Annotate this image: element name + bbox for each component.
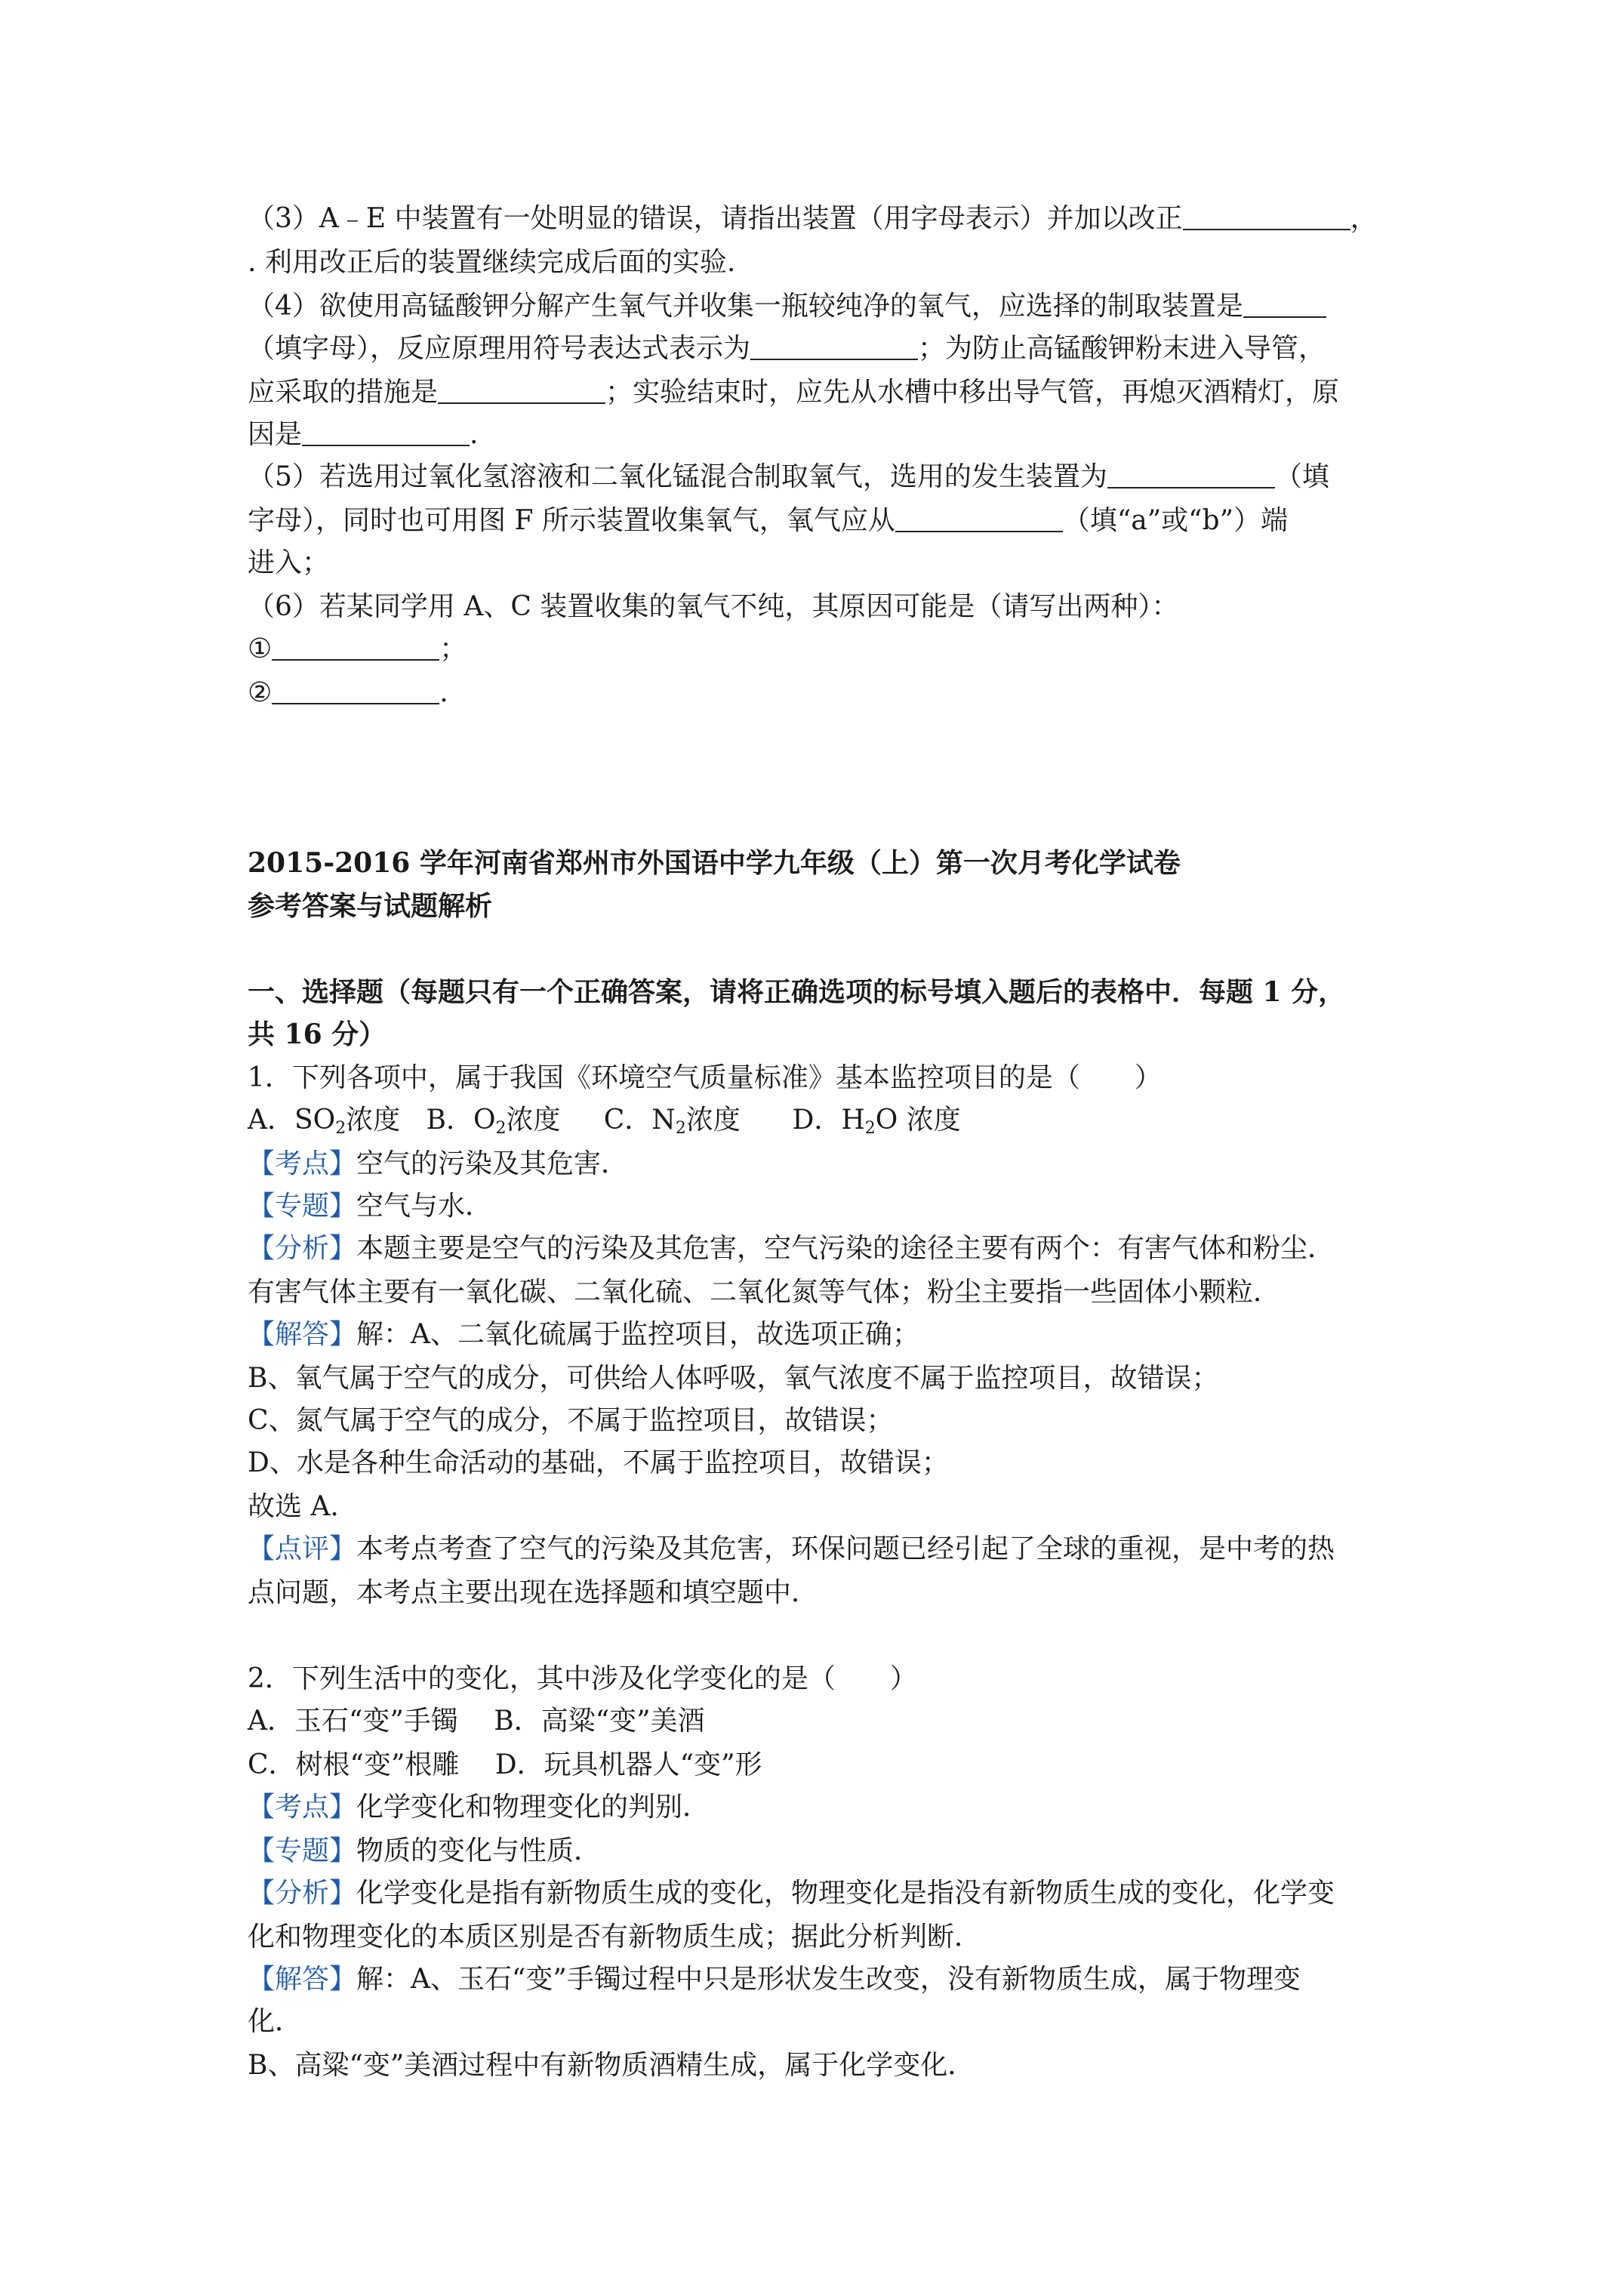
- q1-jieda-3: C、氮气属于空气的成分，不属于监控项目，故错误；: [248, 1405, 894, 1436]
- q2-fenxi: [248, 1880, 1335, 1907]
- option-d: D．H: [792, 1105, 865, 1136]
- q5-text-2: （填: [1274, 461, 1329, 492]
- q6-end-2: .: [439, 677, 448, 708]
- option-c: C．N: [603, 1105, 676, 1136]
- tag-zhuanti: 【专题】: [248, 1835, 357, 1866]
- q4-line-3: [248, 379, 1339, 406]
- tag-fenxi: 【分析】: [248, 1233, 357, 1264]
- q4-text-5: ；实验结束时，应先从水槽中移出导气管，再熄灭酒精灯，原: [605, 377, 1340, 408]
- answer-blank[interactable]: [1183, 206, 1350, 230]
- tag-jieda: 【解答】: [248, 1964, 357, 1995]
- q1-dianping-2: 点问题，本考点主要出现在选择题和填空题中．: [248, 1577, 819, 1608]
- q4-text: （4）欲使用高锰酸钾分解产生氧气并收集一瓶较纯净的氧气，应选择的制取装置是: [248, 291, 1243, 322]
- q1-jieda-2: B、氧气属于空气的成分，可供给人体呼吸，氧气浓度不属于监控项目，故错误；: [248, 1363, 1219, 1394]
- q1-kaodian: [248, 1148, 629, 1179]
- document-subtitle: 参考答案与试题解析: [248, 890, 493, 922]
- q2-jieda: [248, 1966, 1301, 1993]
- option-d-suffix: O 浓度: [875, 1105, 961, 1136]
- zhuanti-text: 物质的变化与性质．: [356, 1835, 602, 1866]
- q6-line-2: [248, 633, 467, 664]
- answer-blank[interactable]: [438, 380, 605, 404]
- q5-text-5: 进入；: [248, 547, 330, 578]
- answer-blank[interactable]: [1243, 294, 1326, 318]
- section-heading-2: 共 16 分）: [248, 1019, 387, 1050]
- tag-zhuanti: 【专题】: [248, 1191, 357, 1222]
- q4-text-3: ；为防止高锰酸钾粉末进入导管，: [918, 333, 1326, 364]
- q2-jieda-2: 化．: [248, 2006, 303, 2037]
- answer-blank[interactable]: [272, 636, 439, 661]
- q5-line-3: [248, 547, 330, 578]
- option-c-suffix: 浓度: [685, 1105, 741, 1136]
- answer-blank[interactable]: [750, 336, 918, 360]
- q5-text-3: 字母），同时也可用图 F 所示装置收集氧气，氧气应从: [248, 505, 895, 536]
- tag-dianping: 【点评】: [248, 1533, 357, 1564]
- subscript: 2: [335, 1119, 346, 1138]
- tag-kaodian: 【考点】: [248, 1148, 357, 1179]
- q1-jieda-4: D、水是各种生命活动的基础，不属于监控项目，故错误；: [248, 1447, 949, 1478]
- tag-fenxi: 【分析】: [248, 1878, 357, 1909]
- answer-blank[interactable]: [272, 680, 439, 704]
- q6-end-1: ；: [439, 633, 467, 664]
- kaodian-text: 空气的污染及其危害．: [356, 1148, 629, 1179]
- tag-kaodian: 【考点】: [248, 1792, 357, 1823]
- q4-text-4: 应采取的措施是: [248, 377, 439, 408]
- q2-jieda-3: B、高粱“变”美酒过程中有新物质酒精生成，属于化学变化．: [248, 2050, 975, 2081]
- fenxi-text: 化学变化是指有新物质生成的变化，物理变化是指没有新物质生成的变化，化学变: [356, 1878, 1335, 1909]
- q5-line-2: [248, 507, 1288, 535]
- q1-options: [248, 1105, 961, 1138]
- q4-line-4: [248, 421, 478, 448]
- q6-line-3: [248, 677, 448, 708]
- jieda-text: 解：A、二氧化硫属于监控项目，故选项正确；: [356, 1319, 920, 1350]
- q6-text: （6）若某同学用 A、C 装置收集的氧气不纯，其原因可能是（请写出两种）：: [248, 591, 1179, 622]
- q6-number-1: ①: [248, 633, 273, 664]
- q3-comma: ，: [1350, 203, 1378, 234]
- q2-stem: 2．下列生活中的变化，其中涉及化学变化的是（ ）: [248, 1663, 917, 1694]
- subscript: 2: [864, 1119, 876, 1138]
- q3-text: （3）A﹣E 中装置有一处明显的错误，请指出装置（用字母表示）并加以改正: [248, 203, 1183, 234]
- dianping-text: 本考点考查了空气的污染及其危害，环保问题已经引起了全球的重视，是中考的热: [356, 1533, 1335, 1564]
- q2-options-ab: A．玉石“变”手镯 B．高粱“变”美酒: [248, 1706, 705, 1737]
- q2-zhuanti: [248, 1835, 602, 1866]
- answer-blank[interactable]: [1107, 464, 1275, 488]
- q4-text-2: （填字母），反应原理用符号表达式表示为: [248, 333, 751, 364]
- q1-fenxi: [248, 1235, 1335, 1262]
- q6-number-2: ②: [248, 677, 273, 708]
- answer-blank[interactable]: [895, 508, 1063, 532]
- q4-text-6: 因是: [248, 419, 303, 450]
- q3-text-2: . 利用改正后的装置继续完成后面的实验.: [248, 247, 736, 278]
- fenxi-text: 本题主要是空气的污染及其危害，空气污染的途径主要有两个：有害气体和粉尘．: [356, 1233, 1335, 1264]
- q1-stem: 1．下列各项中，属于我国《环境空气质量标准》基本监控项目的是（ ）: [248, 1062, 1162, 1093]
- option-a: A．SO: [248, 1105, 336, 1136]
- q1-fenxi-2: 有害气体主要有一氧化碳、二氧化硫、二氧化氮等气体；粉尘主要指一些固体小颗粒．: [248, 1277, 1281, 1308]
- q6-line-1: [248, 593, 1178, 621]
- q1-jieda: [248, 1321, 919, 1348]
- q4-line-2: [248, 335, 1326, 362]
- section-heading: 一、选择题（每题只有一个正确答案，请将正确选项的标号填入题后的表格中．每题 1 分，: [248, 976, 1346, 1008]
- option-b: B．O: [426, 1105, 496, 1136]
- option-b-suffix: 浓度: [506, 1105, 561, 1136]
- q3-line-1: [248, 205, 1378, 233]
- q1-jieda-5: 故选 A．: [248, 1491, 358, 1522]
- document-title: 2015-2016 学年河南省郑州市外国语中学九年级（上）第一次月考化学试卷: [248, 847, 1181, 879]
- subscript: 2: [495, 1119, 507, 1138]
- tag-jieda: 【解答】: [248, 1319, 357, 1350]
- q4-line-1: [248, 293, 1326, 320]
- jieda-text: 解：A、玉石“变”手镯过程中只是形状发生改变，没有新物质生成，属于物理变: [356, 1964, 1301, 1995]
- q5-text: （5）若选用过氧化氢溶液和二氧化锰混合制取氧气，选用的发生装置为: [248, 461, 1107, 492]
- q2-options-cd: C．树根“变”根雕 D．玩具机器人“变”形: [248, 1749, 762, 1780]
- q1-zhuanti: [248, 1193, 492, 1220]
- subscript: 2: [675, 1119, 686, 1138]
- q4-period: .: [470, 419, 479, 450]
- q5-line-1: [248, 461, 1329, 492]
- q3-line-2: [248, 249, 735, 276]
- option-a-suffix: 浓度: [346, 1105, 401, 1136]
- q1-dianping: [248, 1533, 1335, 1564]
- zhuanti-text: 空气与水．: [356, 1191, 493, 1222]
- q2-kaodian: [248, 1794, 710, 1821]
- kaodian-text: 化学变化和物理变化的判别．: [356, 1792, 710, 1823]
- q5-text-4: （填“a”或“b”）端: [1062, 505, 1289, 536]
- answer-blank[interactable]: [302, 422, 470, 446]
- q2-fenxi-2: 化和物理变化的本质区别是否有新物质生成；据此分析判断．: [248, 1922, 982, 1952]
